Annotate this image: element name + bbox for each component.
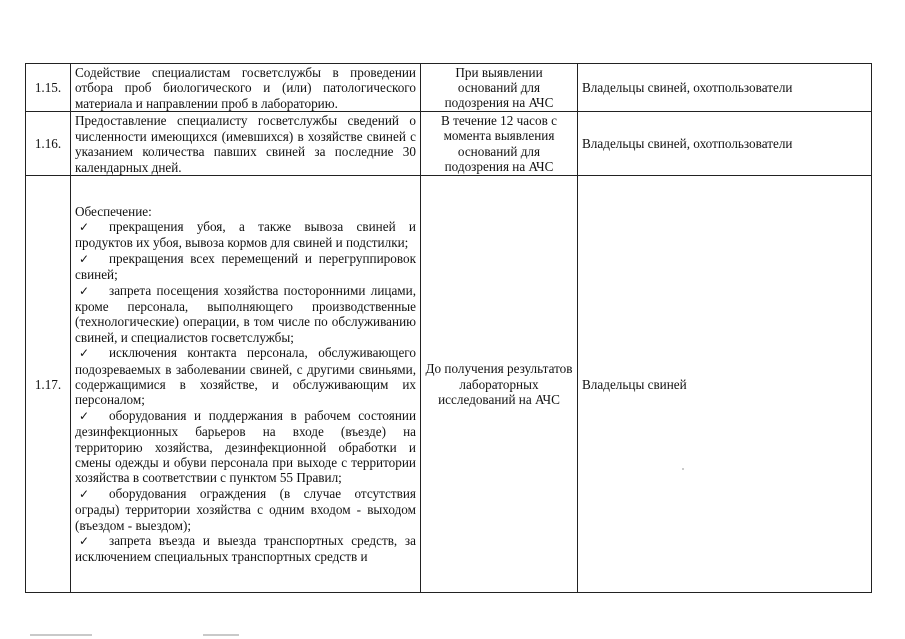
item-number: 1.15. [26, 64, 71, 112]
action-description: Предоставление специалисту госветслужбы сведений о численности имеющихся (имевшихся) в хозяйстве свиней с указанием количества павших свиней за последние 30 календарных дней. [71, 112, 421, 176]
action-description: Содействие специалистам госветслужбы в проведении отбора проб биологического и (или) патологического материала и направлении проб в лабораторию. [71, 64, 421, 112]
list-item-text: исключения контакта персонала, обслуживающего подозреваемых в заболевании свиней, с другими свиньями, содержащимися в хозяйстве, и обслуживающим их персоналом; [75, 345, 416, 408]
list-intro: Обеспечение: [75, 203, 152, 219]
list-item-text: запрета посещения хозяйства посторонними лицами, кроме персонала, выполняющего производственные (технологические) операции, в том числе по обслуживанию свиней, и специалистов госветслужбы; [75, 282, 416, 345]
checkmark-icon: ✓ [79, 219, 90, 234]
list-item [75, 219, 416, 251]
list-item-text: оборудования ограждения (в случае отсутствия ограды) территории хозяйства с одним входом - выходом (въездом - выездом); [75, 485, 416, 533]
deadline-cell: До получения результатов лабораторных исследований на АЧС [421, 176, 578, 593]
item-number: 1.17. [26, 176, 71, 593]
responsible-cell: Владельцы свиней, охотпользователи [578, 64, 872, 112]
table-row [26, 112, 872, 176]
checkmark-icon: ✓ [79, 251, 90, 266]
responsible-cell: Владельцы свиней, охотпользователи [578, 112, 872, 176]
deadline-cell: При выявлении оснований для подозрения на АЧС [421, 64, 578, 112]
deadline-cell: В течение 12 часов с момента выявления оснований для подозрения на АЧС [421, 112, 578, 176]
list-item-text: прекращения всех перемещений и перегруппировок свиней; [75, 250, 416, 283]
checkmark-icon: ✓ [79, 534, 90, 549]
checkmark-icon: ✓ [79, 486, 90, 501]
list-item [75, 345, 416, 408]
item-number: 1.16. [26, 112, 71, 176]
scan-speck [682, 468, 684, 470]
table-row [26, 64, 872, 112]
list-item [75, 486, 416, 533]
checkmark-icon: ✓ [79, 283, 90, 298]
list-item [75, 283, 416, 346]
checkmark-icon: ✓ [79, 408, 90, 423]
checkmark-icon: ✓ [79, 346, 90, 361]
list-item [75, 408, 416, 486]
list-item-text: прекращения убоя, а также вывоза свиней и продуктов их убоя, вывоза кормов для свиней и подстилки; [75, 218, 416, 251]
list-item [75, 251, 416, 283]
list-item [75, 533, 416, 565]
action-description [71, 176, 421, 593]
scan-artifact [30, 634, 92, 636]
scan-artifact [203, 634, 239, 636]
table-row [26, 176, 872, 593]
list-item-text: оборудования и поддержания в рабочем состоянии дезинфекционных барьеров на входе (въезде) на территорию хозяйства, дезинфекционной обработки и смены одежды и обуви персонала при выходе с территории хозяйства в соответствии с пунктом 55 Правил; [75, 407, 416, 486]
list-item-text: запрета въезда и выезда транспортных средств, за исключением специальных транспортных средств и [75, 533, 416, 565]
measures-table [25, 63, 872, 593]
responsible-cell: Владельцы свиней [578, 176, 872, 593]
